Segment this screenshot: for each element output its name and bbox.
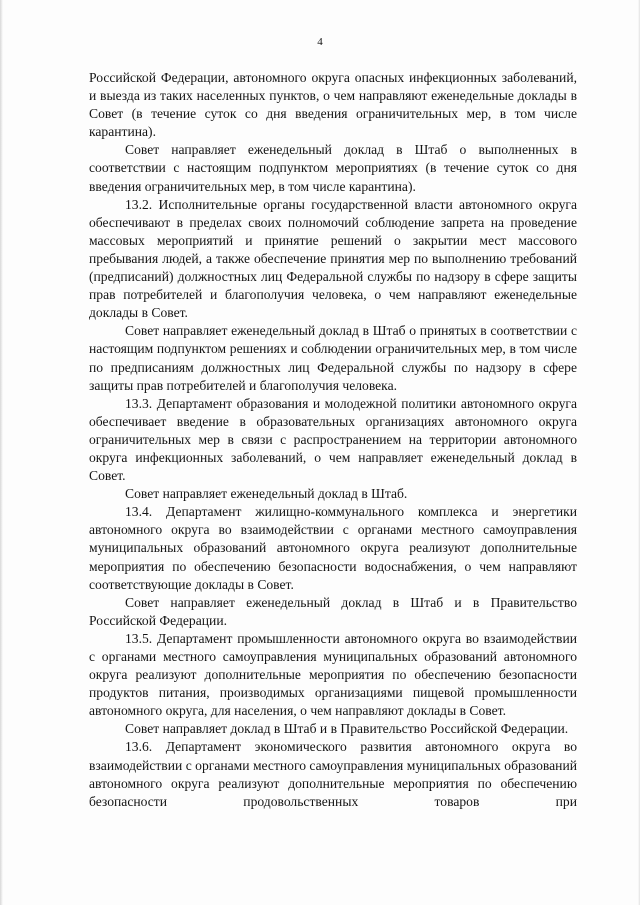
paragraph-13-3: 13.3. Департамент образования и молодежной политики автономного округа обеспечивает введение в образовательных организациях автономного округа ограничительных мер в связи с распространением на территории автономного округа инфекционных заболеваний, о чем направляет еженедельный доклад в Совет. (89, 395, 577, 484)
document-body (89, 69, 577, 811)
paragraph-13-5: 13.5. Департамент промышленности автономного округа во взаимодействии с органами местного самоуправления муниципальных образований автономного округа реализуют дополнительные мероприятия по обеспечению безопасности продуктов питания, производимых организациями пищевой промышленности автономного округа, для населения, о чем направляют доклады в Совет. (89, 630, 577, 719)
paragraph-council-report-2: Совет направляет еженедельный доклад в Штаб о принятых в соответствии с настоящим подпунктом решениях и соблюдении ограничительных мер, в том числе по предписаниям должностных лиц Федеральной службы по надзору в сфере защиты прав потребителей и благополучия человека. (89, 323, 577, 393)
paragraph-13-2: 13.2. Исполнительные органы государственной власти автономного округа обеспечивают в пределах своих полномочий соблюдение запрета на проведение массовых мероприятий и принятие решений о закрытии мест массового пребывания людей, а также обеспечение принятия мер по выполнению требований (предписаний) должностных лиц Федеральной службы по надзору в сфере защиты прав потребителей и благополучия человека, о чем направляют еженедельные доклады в Совет. (89, 196, 577, 321)
paragraph-council-report-3: Совет направляет еженедельный доклад в Штаб. (125, 486, 408, 502)
scan-edge-left (0, 0, 3, 905)
paragraph-13-4: 13.4. Департамент жилищно-коммунального комплекса и энергетики автономного округа во взаимодействии с органами местного самоуправления муниципальных образований автономного округа реализуют дополнительные мероприятия по обеспечению безопасности водоснабжения, о чем направляют соответствующие доклады в Совет. (89, 504, 577, 592)
page-number: 4 (317, 36, 323, 48)
paragraph-council-report-4: Совет направляет еженедельный доклад в Штаб и в Правительство Российской Федерации. (89, 594, 577, 628)
paragraph-council-report-5: Совет направляет доклад в Штаб и в Правительство Российской Федерации. (125, 721, 569, 737)
paragraph-council-report-1: Совет направляет еженедельный доклад в Штаб о выполненных в соответствии с настоящим подпунктом мероприятиях (в течение суток со дня введения ограничительных мер, в том числе карантина). (89, 142, 577, 194)
paragraph-continuation: Российской Федерации, автономного округа опасных инфекционных заболеваний, и выезда из таких населенных пунктов, о чем направляют еженедельные доклады в Совет (в течение суток со дня введения ограничительных мер, в том числе карантина). (89, 70, 577, 140)
paragraph-13-6: 13.6. Департамент экономического развития автономного округа во взаимодействии с органами местного самоуправления муниципальных образований автономного округа реализуют дополнительные мероприятия по обеспечению безопасности продовольственных товаров при (89, 739, 577, 809)
